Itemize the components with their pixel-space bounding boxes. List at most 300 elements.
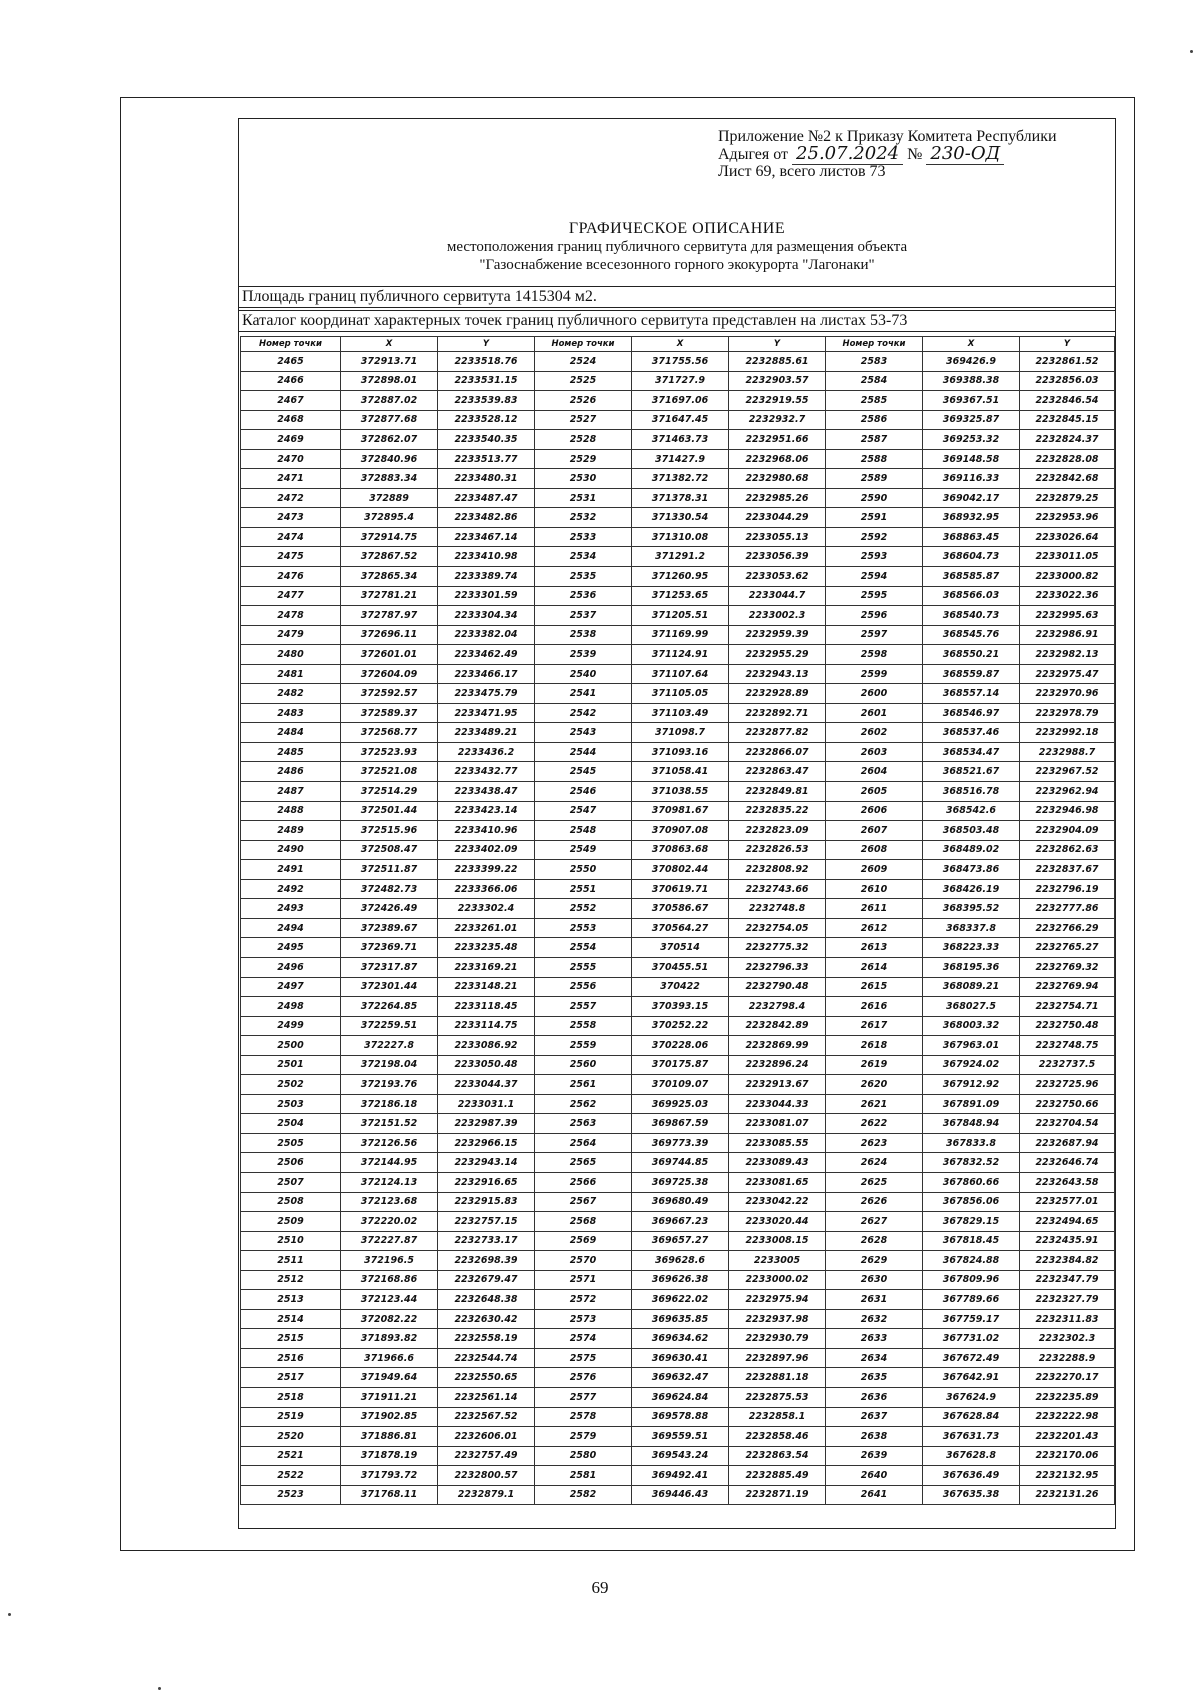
cell-x: 371966.6 (341, 1348, 438, 1368)
cell-x: 371768.11 (341, 1485, 438, 1505)
table-row (241, 625, 1115, 645)
cell-x: 372198.04 (341, 1055, 438, 1075)
cell-x: 372913.71 (341, 352, 438, 372)
cell-point-number: 2545 (535, 762, 632, 782)
table-row (241, 449, 1115, 469)
cell-x: 368516.78 (923, 782, 1020, 802)
cell-x: 369622.02 (632, 1290, 729, 1310)
cell-y: 2233301.59 (438, 586, 535, 606)
cell-x: 369634.62 (632, 1329, 729, 1349)
cell-y: 2232975.47 (1020, 664, 1115, 684)
cell-x: 372515.96 (341, 821, 438, 841)
cell-point-number: 2481 (241, 664, 341, 684)
coordinates-table-body (241, 352, 1115, 1505)
cell-y: 2232757.15 (438, 1212, 535, 1232)
cell-point-number: 2517 (241, 1368, 341, 1388)
cell-point-number: 2518 (241, 1387, 341, 1407)
cell-x: 372144.95 (341, 1153, 438, 1173)
cell-x: 367672.49 (923, 1348, 1020, 1368)
cell-x: 368545.76 (923, 625, 1020, 645)
cell-point-number: 2615 (826, 977, 923, 997)
cell-x: 372193.76 (341, 1075, 438, 1095)
cell-x: 371949.64 (341, 1368, 438, 1388)
cell-y: 2232646.74 (1020, 1153, 1115, 1173)
cell-x: 367628.84 (923, 1407, 1020, 1427)
cell-x: 372227.8 (341, 1036, 438, 1056)
cell-y: 2232877.82 (729, 723, 826, 743)
cell-x: 372151.52 (341, 1114, 438, 1134)
cell-y: 2232980.68 (729, 469, 826, 489)
cell-y: 2232769.94 (1020, 977, 1115, 997)
cell-point-number: 2543 (535, 723, 632, 743)
cell-point-number: 2619 (826, 1055, 923, 1075)
cell-x: 372369.71 (341, 938, 438, 958)
cell-point-number: 2474 (241, 527, 341, 547)
cell-x: 368003.32 (923, 1016, 1020, 1036)
cell-point-number: 2600 (826, 684, 923, 704)
table-row (241, 586, 1115, 606)
cell-point-number: 2487 (241, 782, 341, 802)
cell-x: 368426.19 (923, 879, 1020, 899)
cell-point-number: 2491 (241, 860, 341, 880)
cell-y: 2232897.96 (729, 1348, 826, 1368)
document-title-block (238, 220, 1116, 274)
cell-y: 2232863.54 (729, 1446, 826, 1466)
cell-point-number: 2480 (241, 645, 341, 665)
table-row (241, 371, 1115, 391)
cell-x: 371893.82 (341, 1329, 438, 1349)
cell-point-number: 2636 (826, 1387, 923, 1407)
cell-y: 2233513.77 (438, 449, 535, 469)
cell-x: 370863.68 (632, 840, 729, 860)
cell-y: 2233031.1 (438, 1094, 535, 1114)
cell-y: 2233423.14 (438, 801, 535, 821)
cell-point-number: 2588 (826, 449, 923, 469)
cell-x: 371886.81 (341, 1427, 438, 1447)
cell-x: 372514.29 (341, 782, 438, 802)
cell-y: 2232748.8 (729, 899, 826, 919)
table-row (241, 918, 1115, 938)
cell-y: 2233518.76 (438, 352, 535, 372)
cell-point-number: 2631 (826, 1290, 923, 1310)
cell-x: 369446.43 (632, 1485, 729, 1505)
table-row (241, 684, 1115, 704)
cell-point-number: 2522 (241, 1466, 341, 1486)
cell-point-number: 2512 (241, 1270, 341, 1290)
cell-y: 2232775.32 (729, 938, 826, 958)
cell-x: 367628.8 (923, 1446, 1020, 1466)
cell-x: 372898.01 (341, 371, 438, 391)
cell-x: 368337.8 (923, 918, 1020, 938)
cell-x: 368546.97 (923, 703, 1020, 723)
cell-point-number: 2584 (826, 371, 923, 391)
cell-point-number: 2489 (241, 821, 341, 841)
cell-y: 2232750.66 (1020, 1094, 1115, 1114)
cell-point-number: 2547 (535, 801, 632, 821)
cell-x: 371260.95 (632, 567, 729, 587)
page-number: 69 (591, 1578, 609, 1597)
cell-x: 371105.05 (632, 684, 729, 704)
cell-x: 372508.47 (341, 840, 438, 860)
cell-point-number: 2578 (535, 1407, 632, 1427)
cell-y: 2232544.74 (438, 1348, 535, 1368)
cell-point-number: 2523 (241, 1485, 341, 1505)
cell-point-number: 2627 (826, 1212, 923, 1232)
cell-y: 2232842.68 (1020, 469, 1115, 489)
cell-x: 369367.51 (923, 391, 1020, 411)
table-row (241, 1212, 1115, 1232)
cell-x: 369426.9 (923, 352, 1020, 372)
cell-x: 370228.06 (632, 1036, 729, 1056)
cell-y: 2232967.52 (1020, 762, 1115, 782)
cell-y: 2233489.21 (438, 723, 535, 743)
cell-x: 370175.87 (632, 1055, 729, 1075)
cell-x: 367963.01 (923, 1036, 1020, 1056)
cell-y: 2232978.79 (1020, 703, 1115, 723)
cell-x: 369925.03 (632, 1094, 729, 1114)
cell-y: 2232943.13 (729, 664, 826, 684)
cell-point-number: 2629 (826, 1251, 923, 1271)
cell-point-number: 2581 (535, 1466, 632, 1486)
cell-x: 368932.95 (923, 508, 1020, 528)
cell-x: 369867.59 (632, 1114, 729, 1134)
cell-point-number: 2516 (241, 1348, 341, 1368)
cell-y: 2233000.82 (1020, 567, 1115, 587)
cell-point-number: 2477 (241, 586, 341, 606)
cell-point-number: 2529 (535, 449, 632, 469)
cell-x: 372389.67 (341, 918, 438, 938)
cell-x: 367848.94 (923, 1114, 1020, 1134)
cell-point-number: 2475 (241, 547, 341, 567)
cell-y: 2232846.54 (1020, 391, 1115, 411)
cell-point-number: 2488 (241, 801, 341, 821)
cell-x: 371382.72 (632, 469, 729, 489)
cell-point-number: 2605 (826, 782, 923, 802)
cell-y: 2232992.18 (1020, 723, 1115, 743)
cell-y: 2232754.05 (729, 918, 826, 938)
cell-point-number: 2541 (535, 684, 632, 704)
table-header-row (241, 337, 1115, 352)
cell-x: 372865.34 (341, 567, 438, 587)
cell-x: 369626.38 (632, 1270, 729, 1290)
cell-point-number: 2554 (535, 938, 632, 958)
cell-x: 369325.87 (923, 410, 1020, 430)
cell-x: 372317.87 (341, 957, 438, 977)
cell-x: 369388.38 (923, 371, 1020, 391)
cell-x: 368195.36 (923, 957, 1020, 977)
cell-x: 372523.93 (341, 742, 438, 762)
cell-point-number: 2637 (826, 1407, 923, 1427)
cell-x: 371330.54 (632, 508, 729, 528)
cell-y: 2232916.65 (438, 1172, 535, 1192)
cell-point-number: 2466 (241, 371, 341, 391)
cell-point-number: 2506 (241, 1153, 341, 1173)
table-row (241, 762, 1115, 782)
table-row (241, 782, 1115, 802)
cell-point-number: 2585 (826, 391, 923, 411)
cell-x: 367624.9 (923, 1387, 1020, 1407)
cell-y: 2232953.96 (1020, 508, 1115, 528)
cell-x: 370252.22 (632, 1016, 729, 1036)
table-row (241, 703, 1115, 723)
cell-y: 2232235.89 (1020, 1387, 1115, 1407)
cell-y: 2233402.09 (438, 840, 535, 860)
cell-y: 2232494.65 (1020, 1212, 1115, 1232)
table-row (241, 1016, 1115, 1036)
table-row (241, 801, 1115, 821)
cell-x: 368473.86 (923, 860, 1020, 880)
cell-y: 2233410.98 (438, 547, 535, 567)
cell-y: 2233466.17 (438, 664, 535, 684)
cell-y: 2233399.22 (438, 860, 535, 880)
cell-x: 371463.73 (632, 430, 729, 450)
cell-y: 2232982.13 (1020, 645, 1115, 665)
cell-x: 367924.02 (923, 1055, 1020, 1075)
cell-point-number: 2514 (241, 1309, 341, 1329)
cell-y: 2233480.31 (438, 469, 535, 489)
cell-point-number: 2568 (535, 1212, 632, 1232)
cell-point-number: 2567 (535, 1192, 632, 1212)
cell-y: 2232131.26 (1020, 1485, 1115, 1505)
cell-point-number: 2546 (535, 782, 632, 802)
cell-point-number: 2528 (535, 430, 632, 450)
cell-point-number: 2611 (826, 899, 923, 919)
cell-x: 372883.34 (341, 469, 438, 489)
cell-y: 2232577.01 (1020, 1192, 1115, 1212)
cell-y: 2232930.79 (729, 1329, 826, 1349)
cell-x: 372787.97 (341, 606, 438, 626)
cell-y: 2232985.26 (729, 488, 826, 508)
header-point-number-1: Номер точки (241, 337, 341, 352)
cell-x: 371878.19 (341, 1446, 438, 1466)
table-row (241, 1055, 1115, 1075)
cell-y: 2232986.91 (1020, 625, 1115, 645)
table-row (241, 1387, 1115, 1407)
cell-x: 372840.96 (341, 449, 438, 469)
cell-y: 2232823.09 (729, 821, 826, 841)
cell-y: 2233044.29 (729, 508, 826, 528)
table-row (241, 840, 1115, 860)
cell-y: 2232959.39 (729, 625, 826, 645)
cell-x: 369635.85 (632, 1309, 729, 1329)
cell-y: 2233475.79 (438, 684, 535, 704)
cell-point-number: 2564 (535, 1133, 632, 1153)
cell-y: 2233011.05 (1020, 547, 1115, 567)
cell-x: 372259.51 (341, 1016, 438, 1036)
cell-point-number: 2530 (535, 469, 632, 489)
cell-point-number: 2551 (535, 879, 632, 899)
table-row (241, 664, 1115, 684)
cell-point-number: 2638 (826, 1427, 923, 1447)
cell-point-number: 2590 (826, 488, 923, 508)
cell-y: 2232975.94 (729, 1290, 826, 1310)
cell-x: 372168.86 (341, 1270, 438, 1290)
cell-y: 2233118.45 (438, 997, 535, 1017)
table-row (241, 997, 1115, 1017)
cell-point-number: 2562 (535, 1094, 632, 1114)
cell-point-number: 2607 (826, 821, 923, 841)
cell-y: 2232862.63 (1020, 840, 1115, 860)
cell-y: 2232885.49 (729, 1466, 826, 1486)
cell-x: 369543.24 (632, 1446, 729, 1466)
cell-y: 2232828.08 (1020, 449, 1115, 469)
cell-y: 2233050.48 (438, 1055, 535, 1075)
cell-y: 2232988.7 (1020, 742, 1115, 762)
cell-x: 371038.55 (632, 782, 729, 802)
cell-x: 369725.38 (632, 1172, 729, 1192)
cell-point-number: 2509 (241, 1212, 341, 1232)
cell-x: 368550.21 (923, 645, 1020, 665)
cell-y: 2233304.34 (438, 606, 535, 626)
cell-x: 372196.5 (341, 1251, 438, 1271)
cell-x: 372227.87 (341, 1231, 438, 1251)
cell-y: 2232966.15 (438, 1133, 535, 1153)
table-row (241, 1329, 1115, 1349)
cell-y: 2232955.29 (729, 645, 826, 665)
cell-point-number: 2500 (241, 1036, 341, 1056)
cell-y: 2232858.1 (729, 1407, 826, 1427)
cell-point-number: 2592 (826, 527, 923, 547)
cell-point-number: 2589 (826, 469, 923, 489)
cell-point-number: 2526 (535, 391, 632, 411)
cell-y: 2233471.95 (438, 703, 535, 723)
cell-point-number: 2561 (535, 1075, 632, 1095)
cell-x: 371378.31 (632, 488, 729, 508)
cell-x: 367809.96 (923, 1270, 1020, 1290)
cell-point-number: 2560 (535, 1055, 632, 1075)
cell-x: 367856.06 (923, 1192, 1020, 1212)
cell-x: 372887.02 (341, 391, 438, 411)
cell-point-number: 2601 (826, 703, 923, 723)
cell-y: 2232904.09 (1020, 821, 1115, 841)
servitude-area-row: Площадь границ публичного сервитута 1415304 м2. (238, 286, 1116, 308)
cell-y: 2232951.66 (729, 430, 826, 450)
cell-y: 2232754.71 (1020, 997, 1115, 1017)
cell-x: 368503.48 (923, 821, 1020, 841)
cell-point-number: 2613 (826, 938, 923, 958)
cell-point-number: 2486 (241, 762, 341, 782)
cell-y: 2233085.55 (729, 1133, 826, 1153)
cell-x: 372426.49 (341, 899, 438, 919)
cell-point-number: 2639 (826, 1446, 923, 1466)
cell-y: 2233410.96 (438, 821, 535, 841)
cell-y: 2233169.21 (438, 957, 535, 977)
cell-x: 372568.77 (341, 723, 438, 743)
cell-y: 2232932.7 (729, 410, 826, 430)
cell-point-number: 2571 (535, 1270, 632, 1290)
cell-y: 2233044.33 (729, 1094, 826, 1114)
table-row (241, 977, 1115, 997)
cell-y: 2232968.06 (729, 449, 826, 469)
cell-x: 369559.51 (632, 1427, 729, 1447)
cell-y: 2232743.66 (729, 879, 826, 899)
cell-y: 2232750.48 (1020, 1016, 1115, 1036)
cell-point-number: 2604 (826, 762, 923, 782)
cell-point-number: 2618 (826, 1036, 923, 1056)
cell-point-number: 2558 (535, 1016, 632, 1036)
cell-point-number: 2511 (241, 1251, 341, 1271)
cell-x: 370586.67 (632, 899, 729, 919)
cell-point-number: 2482 (241, 684, 341, 704)
cell-point-number: 2566 (535, 1172, 632, 1192)
table-row (241, 527, 1115, 547)
cell-y: 2233261.01 (438, 918, 535, 938)
cell-point-number: 2544 (535, 742, 632, 762)
cell-point-number: 2524 (535, 352, 632, 372)
table-row (241, 821, 1115, 841)
cell-x: 371911.21 (341, 1387, 438, 1407)
cell-x: 370514 (632, 938, 729, 958)
cell-x: 367824.88 (923, 1251, 1020, 1271)
cell-x: 368557.14 (923, 684, 1020, 704)
cell-point-number: 2599 (826, 664, 923, 684)
cell-x: 372862.07 (341, 430, 438, 450)
cell-x: 369628.6 (632, 1251, 729, 1271)
cell-x: 372186.18 (341, 1094, 438, 1114)
cell-point-number: 2595 (826, 586, 923, 606)
cell-point-number: 2620 (826, 1075, 923, 1095)
cell-point-number: 2478 (241, 606, 341, 626)
header-y-3: Y (1020, 337, 1115, 352)
cell-point-number: 2623 (826, 1133, 923, 1153)
cell-y: 2232962.94 (1020, 782, 1115, 802)
document-subtitle-1: местоположения границ публичного сервитута для размещения объекта (446, 239, 908, 255)
table-row (241, 488, 1115, 508)
cell-y: 2232550.65 (438, 1368, 535, 1388)
cell-x: 372889 (341, 488, 438, 508)
cell-y: 2233044.37 (438, 1075, 535, 1095)
cell-point-number: 2632 (826, 1309, 923, 1329)
cell-y: 2233539.83 (438, 391, 535, 411)
cell-point-number: 2594 (826, 567, 923, 587)
table-row (241, 1407, 1115, 1427)
cell-y: 2233540.35 (438, 430, 535, 450)
cell-y: 2232970.96 (1020, 684, 1115, 704)
cell-y: 2232567.52 (438, 1407, 535, 1427)
cell-y: 2232835.22 (729, 801, 826, 821)
cell-point-number: 2557 (535, 997, 632, 1017)
cell-point-number: 2468 (241, 410, 341, 430)
cell-y: 2232558.19 (438, 1329, 535, 1349)
cell-x: 369148.58 (923, 449, 1020, 469)
cell-point-number: 2542 (535, 703, 632, 723)
cell-y: 2233528.12 (438, 410, 535, 430)
cell-y: 2232928.89 (729, 684, 826, 704)
cell-x: 372604.09 (341, 664, 438, 684)
cell-point-number: 2536 (535, 586, 632, 606)
cell-x: 368542.6 (923, 801, 1020, 821)
cell-x: 367642.91 (923, 1368, 1020, 1388)
cell-point-number: 2495 (241, 938, 341, 958)
cell-y: 2232913.67 (729, 1075, 826, 1095)
cell-point-number: 2555 (535, 957, 632, 977)
cell-y: 2232766.29 (1020, 918, 1115, 938)
cell-y: 2233081.65 (729, 1172, 826, 1192)
cell-x: 369632.47 (632, 1368, 729, 1388)
cell-x: 371103.49 (632, 703, 729, 723)
cell-x: 368585.87 (923, 567, 1020, 587)
coordinates-table (240, 336, 1115, 1505)
cell-y: 2232824.37 (1020, 430, 1115, 450)
cell-y: 2233531.15 (438, 371, 535, 391)
cell-point-number: 2484 (241, 723, 341, 743)
cell-point-number: 2508 (241, 1192, 341, 1212)
cell-point-number: 2565 (535, 1153, 632, 1173)
header-point-number-2: Номер точки (535, 337, 632, 352)
cell-y: 2233148.21 (438, 977, 535, 997)
cell-x: 370393.15 (632, 997, 729, 1017)
cell-x: 372914.75 (341, 527, 438, 547)
